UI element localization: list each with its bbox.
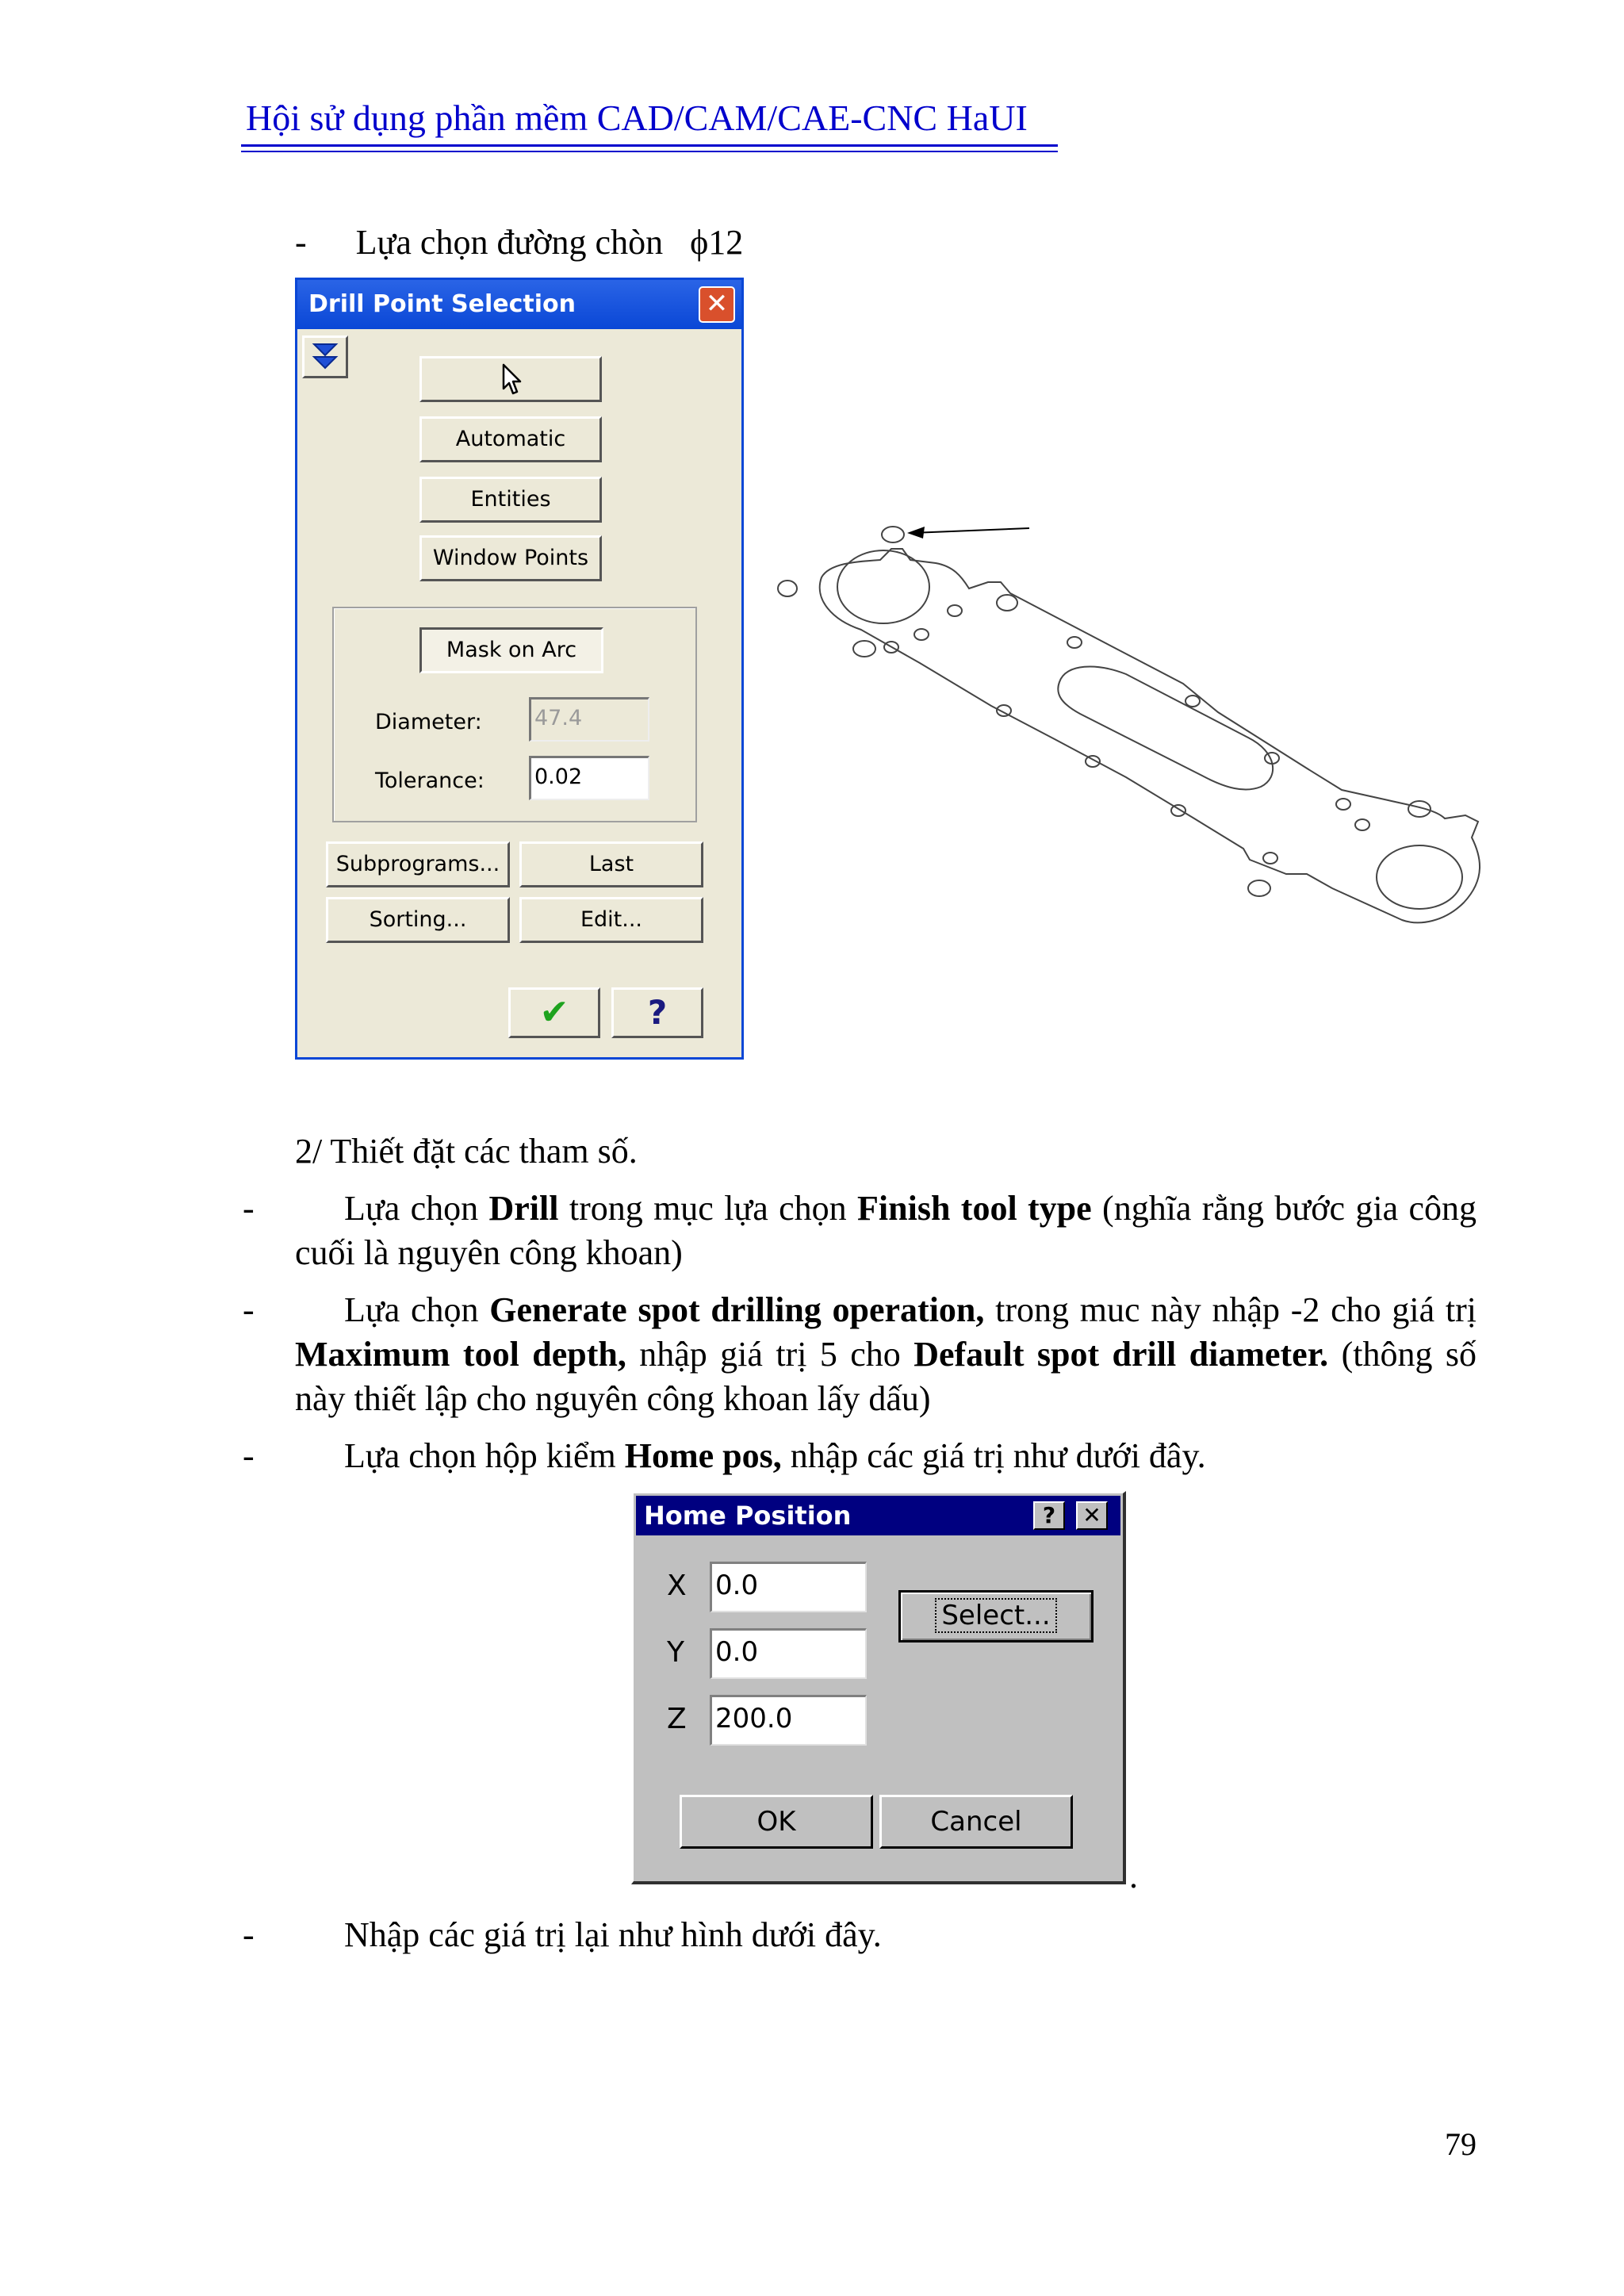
intro-text: Lựa chọn đường chòn	[355, 223, 664, 262]
text-run: Lựa chọn	[344, 1189, 489, 1228]
pointer-arrow-icon	[499, 362, 523, 397]
part-outline	[820, 549, 1480, 922]
dialog-title: Home Position	[636, 1496, 1120, 1535]
hole-dia12-4	[997, 595, 1017, 611]
x-input[interactable]: 0.0	[710, 1562, 867, 1612]
page-number: 79	[1445, 2126, 1477, 2162]
large-bore-bottom	[1377, 845, 1462, 909]
trailing-dot: .	[1129, 1857, 1138, 1895]
diameter-label: Diameter:	[375, 710, 482, 734]
select-button[interactable]	[898, 1590, 1094, 1642]
last-bullet-text: Nhập các giá trị lại như hình dưới đây.	[344, 1915, 882, 1954]
diameter-symbol: ϕ12	[690, 223, 744, 262]
hole-dia12-1	[882, 527, 904, 542]
close-button[interactable]	[699, 286, 735, 323]
bullet-paragraph-1	[295, 1186, 1477, 1275]
text-run: nhập các giá trị như dưới đây.	[781, 1436, 1206, 1475]
pointer-arrow	[907, 527, 1029, 539]
x-label: X	[667, 1570, 687, 1602]
help-icon: ?	[1042, 1502, 1056, 1528]
hole-small-11	[1263, 853, 1277, 864]
dialog-title: Drill Point Selection	[297, 280, 741, 329]
ok-button[interactable]: OK	[680, 1795, 873, 1849]
mask-group	[332, 607, 697, 822]
hole-small-12	[1355, 819, 1369, 830]
hole-small-3	[948, 605, 962, 616]
hole-small-2	[914, 629, 929, 640]
bullet-dash: -	[243, 1915, 255, 1954]
select-cursor-button[interactable]	[419, 356, 602, 402]
text-run: (nghĩa rằng bước gia công cuối là nguyên công khoan)	[295, 1189, 1477, 1272]
header-rule	[241, 144, 1058, 147]
bold-run: Default spot drill diameter.	[914, 1335, 1329, 1374]
collapse-button[interactable]	[302, 335, 348, 378]
bold-run: Generate spot drilling operation,	[489, 1290, 985, 1329]
sorting-button[interactable]: Sorting...	[326, 897, 510, 943]
section-heading: 2/ Thiết đặt các tham số.	[295, 1132, 638, 1171]
help-icon: ?	[647, 993, 668, 1032]
bold-run: Drill	[488, 1189, 559, 1228]
automatic-button[interactable]: Automatic	[419, 416, 602, 462]
double-chevron-down-icon	[309, 339, 341, 373]
select-label: Select...	[936, 1600, 1055, 1631]
help-button[interactable]	[611, 987, 703, 1038]
large-bore-top	[837, 550, 929, 623]
home-position-dialog	[631, 1491, 1126, 1884]
subprograms-button[interactable]: Subprograms...	[326, 841, 510, 887]
bold-run: Finish tool type	[857, 1189, 1092, 1228]
intro-line	[295, 220, 743, 265]
help-button[interactable]	[1033, 1501, 1065, 1530]
entities-button[interactable]: Entities	[419, 477, 602, 523]
drill-point-selection-dialog	[295, 278, 744, 1060]
hole-dia12-6	[1248, 880, 1270, 896]
center-slot	[1058, 667, 1273, 790]
hole-small-4	[1067, 637, 1082, 648]
hole-small-9	[1171, 805, 1185, 816]
text-run: trong muc này nhập -2 cho giá trị	[984, 1290, 1477, 1329]
window-points-button[interactable]: Window Points	[419, 535, 602, 581]
mask-on-arc-toggle[interactable]: Mask on Arc	[419, 627, 603, 673]
last-button[interactable]: Last	[519, 841, 703, 887]
close-button[interactable]	[1076, 1501, 1108, 1530]
z-label: Z	[667, 1703, 687, 1735]
hole-small-6	[1185, 696, 1200, 707]
page-header-title: Hội sử dụng phần mềm CAD/CAM/CAE-CNC HaUI	[246, 98, 1028, 138]
cancel-button[interactable]: Cancel	[879, 1795, 1073, 1849]
ok-button[interactable]	[508, 987, 600, 1038]
bullet-paragraph-2	[295, 1288, 1477, 1421]
part-drawing	[753, 508, 1491, 936]
z-input[interactable]: 200.0	[710, 1695, 867, 1746]
text-run: trong mục lựa chọn	[558, 1189, 858, 1228]
diameter-field[interactable]: 47.4	[529, 697, 649, 742]
text-run: Lựa chọn hộp kiểm	[344, 1436, 625, 1475]
tolerance-label: Tolerance:	[375, 769, 485, 793]
bullet-paragraph-3	[295, 1434, 1477, 1478]
hole-small-10	[1336, 799, 1350, 810]
intro-dash: -	[295, 223, 307, 262]
text-run: (thông số này thiết lập cho nguyên công khoan lấy dấu)	[295, 1335, 1477, 1418]
bold-run: Home pos,	[624, 1436, 782, 1475]
header-rule-double	[241, 151, 1058, 152]
bullet-dash: -	[243, 1436, 255, 1475]
hole-dia12-3	[853, 641, 875, 657]
close-icon: ✕	[1082, 1502, 1101, 1528]
bold-run: Maximum tool depth,	[295, 1335, 626, 1374]
bullet-dash: -	[243, 1290, 255, 1329]
y-input[interactable]: 0.0	[710, 1628, 867, 1679]
text-run: Lựa chọn	[344, 1290, 490, 1329]
bullet-dash: -	[243, 1189, 255, 1228]
tolerance-field[interactable]: 0.02	[529, 756, 649, 800]
y-label: Y	[667, 1636, 684, 1669]
edit-button[interactable]: Edit...	[519, 897, 703, 943]
text-run: nhập giá trị 5 cho	[626, 1335, 914, 1374]
hole-dia12-2	[778, 581, 797, 596]
checkmark-icon: ✔	[539, 992, 569, 1033]
close-icon: ✕	[705, 288, 729, 320]
